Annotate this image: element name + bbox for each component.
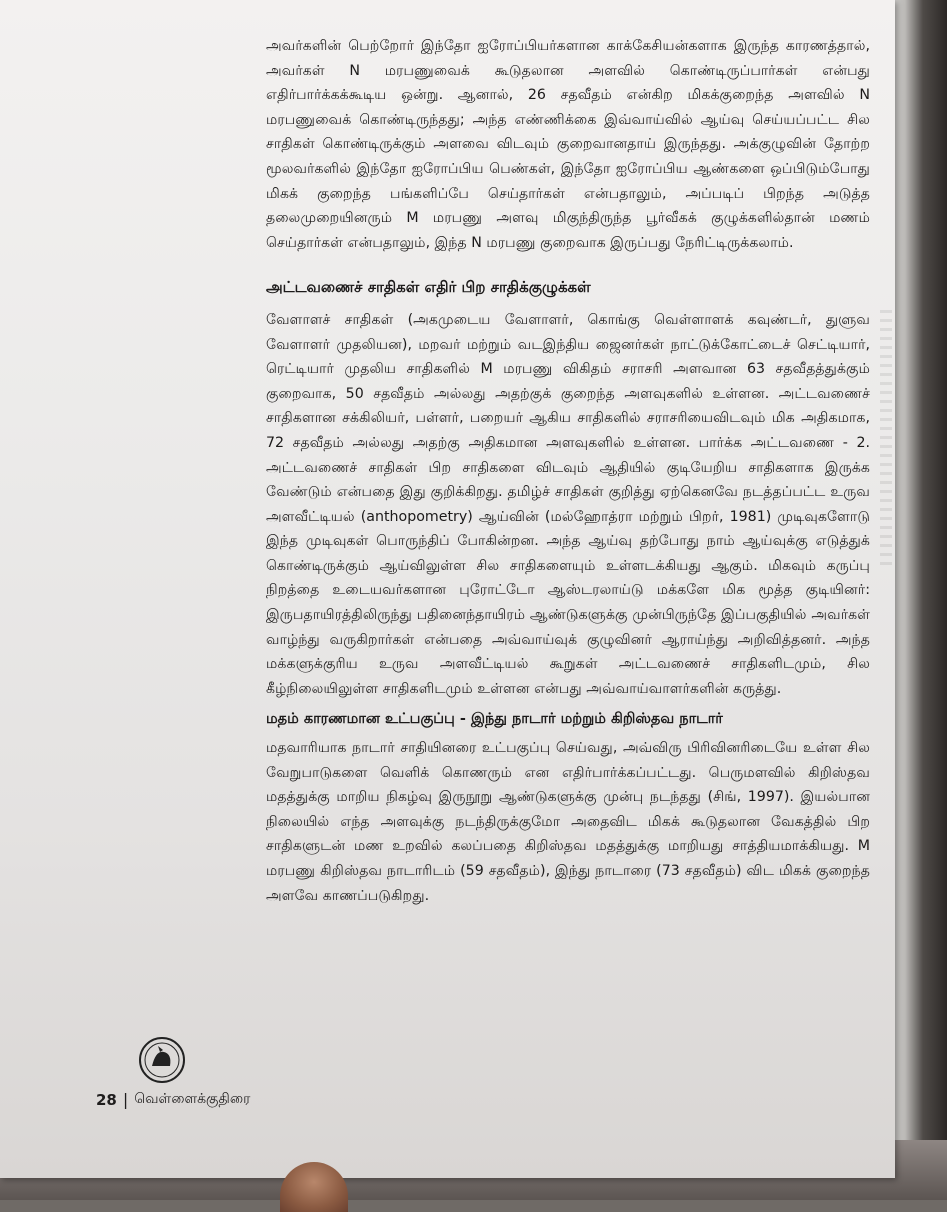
page-footer bbox=[96, 1090, 250, 1109]
table-surface-right bbox=[887, 0, 947, 1200]
paragraph-nadar: மதவாரியாக நாடார் சாதியினரை உட்பகுப்பு செய்வது, அவ்விரு பிரிவினரிடையே உள்ள சில வேறுபாடுகளை வெளிக் கொணரும் என எதிர்பார்க்கப்பட்டது. பெருமளவில் கிறிஸ்தவ மதத்துக்கு மாறிய நிகழ்வு இருநூறு ஆண்டுகளுக்கு முன்பு நடந்தது (சிங், 1997). இயல்பான நிலையில் எந்த அளவுக்கு நடந்திருக்குமோ அதைவிட மிகக் கூடுதலான வேகத்தில் பிற சாதிகளுடன் மண உறவில் கலப்பதை கிறிஸ்தவ மதத்துக்கு மாறியது சாத்தியமாக்கியது. M மரபணு கிறிஸ்தவ நாடாரிடம் (59 சதவீதம்), இந்து நாடாரை (73 சதவீதம்) விட மிகக் குறைந்த அளவே காணப்படுகிறது. bbox=[266, 740, 870, 904]
section-heading-religion: மதம் காரணமான உட்பகுப்பு - இந்து நாடார் மற்றும் கிறிஸ்தவ நாடார் bbox=[266, 711, 723, 728]
footer-separator: | bbox=[122, 1090, 129, 1109]
publisher-name: வெள்ளைக்குதிரை bbox=[134, 1090, 251, 1107]
paragraph-intro: அவர்களின் பெற்றோர் இந்தோ ஐரோப்பியர்களான காக்கேசியன்களாக இருந்த காரணத்தால், அவர்கள் N மரபணுவைக் கூடுதலான அளவில் கொண்டிருப்பார்கள் என்பது எதிர்பார்க்கக்கூடிய ஒன்று. ஆனால், 26 சதவீதம் என்கிற மிகக்குறைந்த அளவில் N மரபணுவைக் கொண்டிருந்தது; அந்த எண்ணிக்கை இவ்வாய்வில் ஆய்வு செய்யப்பட்ட சில சாதிகள் கொண்டிருக்கும் அளவை விடவும் குறைவானதாய் இருந்தது. அக்குழுவின் தோற்ற மூலவர்களில் இந்தோ ஐரோப்பிய பெண்கள், இந்தோ ஐரோப்பிய ஆண்களை ஒப்பிடும்போது மிகக் குறைந்த பங்களிப்பே செய்தார்கள் என்பதாலும், அப்படிப் பிறந்த அடுத்த தலைமுறையினரும் M மரபணு அளவு மிகுந்திருந்த பூர்வீகக் குழுக்களில்தான் மணம் செய்தார்கள் என்பதாலும், இந்த N மரபணு குறைவாக இருப்பது நேரிட்டிருக்கலாம். bbox=[266, 38, 870, 251]
section-heading-scheduled-castes: அட்டவணைச் சாதிகள் எதிர் பிற சாதிக்குழுக்கள் bbox=[266, 278, 591, 297]
paragraph-castes: வேளாளச் சாதிகள் (அகமுடைய வேளாளர், கொங்கு வெள்ளாளக் கவுண்டர், துளுவ வேளாளர் முதலியன), மறவர் மற்றும் வடஇந்திய ஜைனர்கள் நாட்டுக்கோட்டைச் செட்டியார், ரெட்டியார் முதலிய சாதிகளில் M மரபணு விகிதம் சராசரி அளவான 63 சதவீதத்துக்கும் குறைவாக, 50 சதவீதம் அல்லது அதற்குக் குறைந்த அளவுகளில் உள்ளன. அட்டவணைச் சாதிகளான சக்கிலியர், பள்ளர், பறையர் ஆகிய சாதிகளில் சராசரியைவிடவும் மிக அதிகமாக, 72 சதவீதம் அல்லது அதற்கு அதிகமான அளவுகளில் உள்ளன. பார்க்க அட்டவணை - 2. அட்டவணைச் சாதிகள் பிற சாதிகளை விடவும் ஆதியில் குடியேறிய சாதிகளாக இருக்க வேண்டும் என்பதை இது குறிக்கிறது. தமிழ்ச் சாதிகள் குறித்து ஏற்கெனவே நடத்தப்பட்ட உருவ அளவீட்டியல் (anthopometry) ஆய்வின் (மல்ஹோத்ரா மற்றும் பிறர், 1981) முடிவுகளோடு இந்த முடிவுகள் பொருந்திப் போகின்றன. அந்த ஆய்வு தற்போது நாம் ஆய்வுக்கு எடுத்துக் கொண்டிருக்கும் ஆய்விலுள்ள சில சாதிகளையும் உள்ளடக்கியது ஆகும். மிகவும் கருப்பு நிறத்தை உடையவர்களான புரோட்டோ ஆஸ்டரலாய்டு மக்களே மிக மூத்த குடியினர்: இருபதாயிரத்திலிருந்து பதினைந்தாயிரம் ஆண்டுகளுக்கு முன்பிருந்தே இப்பகுதியில் அவர்கள் வாழ்ந்து வருகிறார்கள் என்பதை அவ்வாய்வுக் குழுவினர் ஆராய்ந்து அறிவித்தனர். அந்த மக்களுக்குரிய உருவ அளவீட்டியல் கூறுகள் அட்டவணைச் சாதிகளிடமும், சில கீழ்நிலையிலுள்ள சாதிகளிடமும் உள்ளன என்பது அவ்வாய்வாளர்களின் கருத்து. bbox=[266, 311, 870, 697]
page-bleed-through bbox=[880, 310, 892, 570]
publisher-logo-icon bbox=[138, 1036, 186, 1084]
page-number: 28 bbox=[96, 1090, 117, 1109]
page-body bbox=[266, 34, 870, 908]
